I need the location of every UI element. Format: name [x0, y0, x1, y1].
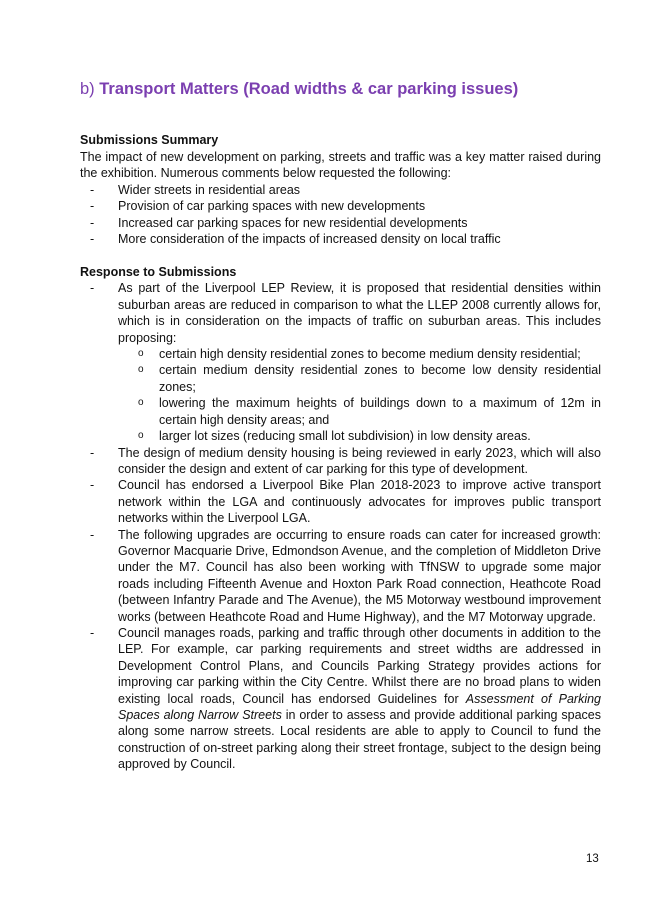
response-item	[80, 477, 601, 526]
dash-bullet: -	[90, 527, 95, 542]
summary-item	[80, 182, 601, 198]
proposal-subitem	[118, 395, 601, 428]
dash-bullet: -	[90, 232, 95, 247]
page-content	[80, 78, 601, 773]
proposal-subitem-text: larger lot sizes (reducing small lot subdivision) in low density areas.	[159, 429, 531, 444]
dash-bullet: -	[90, 182, 95, 197]
summary-item-text: Provision of car parking spaces with new developments	[118, 199, 426, 214]
proposal-subitem-text: certain high density residential zones to become medium density residential;	[159, 347, 581, 362]
response-item	[80, 527, 601, 625]
dash-bullet: -	[90, 445, 95, 460]
response-item-text-part2: in order to assess and provide additional parking spaces along some narrow streets. Local residents are able to apply to Council to fund the construction of on-street parking along their street frontage, subject to the design being approved by Council.	[118, 708, 601, 772]
dash-bullet: -	[90, 199, 95, 214]
summary-intro: The impact of new development on parking, streets and traffic was a key matter raised during the exhibition. Numerous comments below requested the following:	[80, 150, 601, 181]
guidelines-title: Assessment of Parking Spaces along Narrow Streets	[118, 691, 601, 722]
response-item-text-part1: Council manages roads, parking and traffic through other documents in addition to the LEP. For example, car parking requirements and street widths are addressed in Development Control Plans, and Councils Parking Strategy provides actions for improving car parking within the City Centre. Whilst there are no broad plans to widen existing local roads, Council has endorsed Guidelines for	[118, 625, 601, 706]
response-item-text: As part of the Liverpool LEP Review, it is proposed that residential densities within suburban areas are reduced in comparison to what the LLEP 2008 currently allows for, which is in consideration on the impacts of traffic on suburban areas. This includes proposing:	[118, 281, 601, 345]
summary-title: Submissions Summary	[80, 133, 219, 147]
section-title: Transport Matters (Road widths & car parking issues)	[99, 80, 519, 98]
response-item-text: The design of medium density housing is being reviewed in early 2023, which will also consider the design and extent of car parking for this type of development.	[118, 445, 601, 476]
dash-bullet: -	[90, 281, 95, 296]
response-item	[80, 625, 601, 773]
summary-item	[80, 198, 601, 214]
response-list	[80, 280, 601, 772]
summary-item-text: Wider streets in residential areas	[118, 182, 301, 197]
proposal-subitem	[118, 428, 601, 444]
response-item-text: Council has endorsed a Liverpool Bike Plan 2018-2023 to improve active transport network within the LGA and continuously advocates for improves public transport networks within the Liverpool LGA.	[118, 478, 601, 526]
summary-item	[80, 215, 601, 231]
response-title: Response to Submissions	[80, 265, 237, 280]
section-heading	[80, 78, 601, 100]
circle-bullet: o	[138, 397, 144, 409]
summary-list	[80, 182, 601, 248]
page-number: 13	[586, 853, 599, 865]
circle-bullet: o	[138, 430, 144, 442]
response-item-text: The following upgrades are occurring to ensure roads can cater for increased growth: Governor Macquarie Drive, Edmondson Avenue, and the completion of Middleton Drive under the M7. Council has also been working with TfNSW to upgrade some major roads including Fifteenth Avenue and Hoxton Park Road connection, Heathcote Road (between Infantry Parade and The Avenue), the M5 Motorway westbound improvement works (between Heathcote Road and Hume Highway), and the M7 Motorway upgrade.	[118, 527, 601, 624]
response-item	[80, 445, 601, 478]
proposal-sublist	[118, 346, 601, 444]
summary-item	[80, 231, 601, 247]
dash-bullet: -	[90, 478, 95, 493]
summary-item-text: Increased car parking spaces for new residential developments	[118, 215, 468, 230]
dash-bullet: -	[90, 625, 95, 640]
proposal-subitem-text: certain medium density residential zones to become low density residential zones;	[159, 363, 601, 394]
proposal-subitem	[118, 362, 601, 395]
proposal-subitem-text: lowering the maximum heights of buildings down to a maximum of 12m in certain high density areas; and	[159, 396, 601, 427]
section-letter: b)	[80, 80, 95, 98]
circle-bullet: o	[138, 348, 144, 360]
circle-bullet: o	[138, 364, 144, 376]
dash-bullet: -	[90, 215, 95, 230]
proposal-subitem	[118, 346, 601, 362]
response-item	[80, 280, 601, 444]
summary-item-text: More consideration of the impacts of increased density on local traffic	[118, 232, 501, 247]
